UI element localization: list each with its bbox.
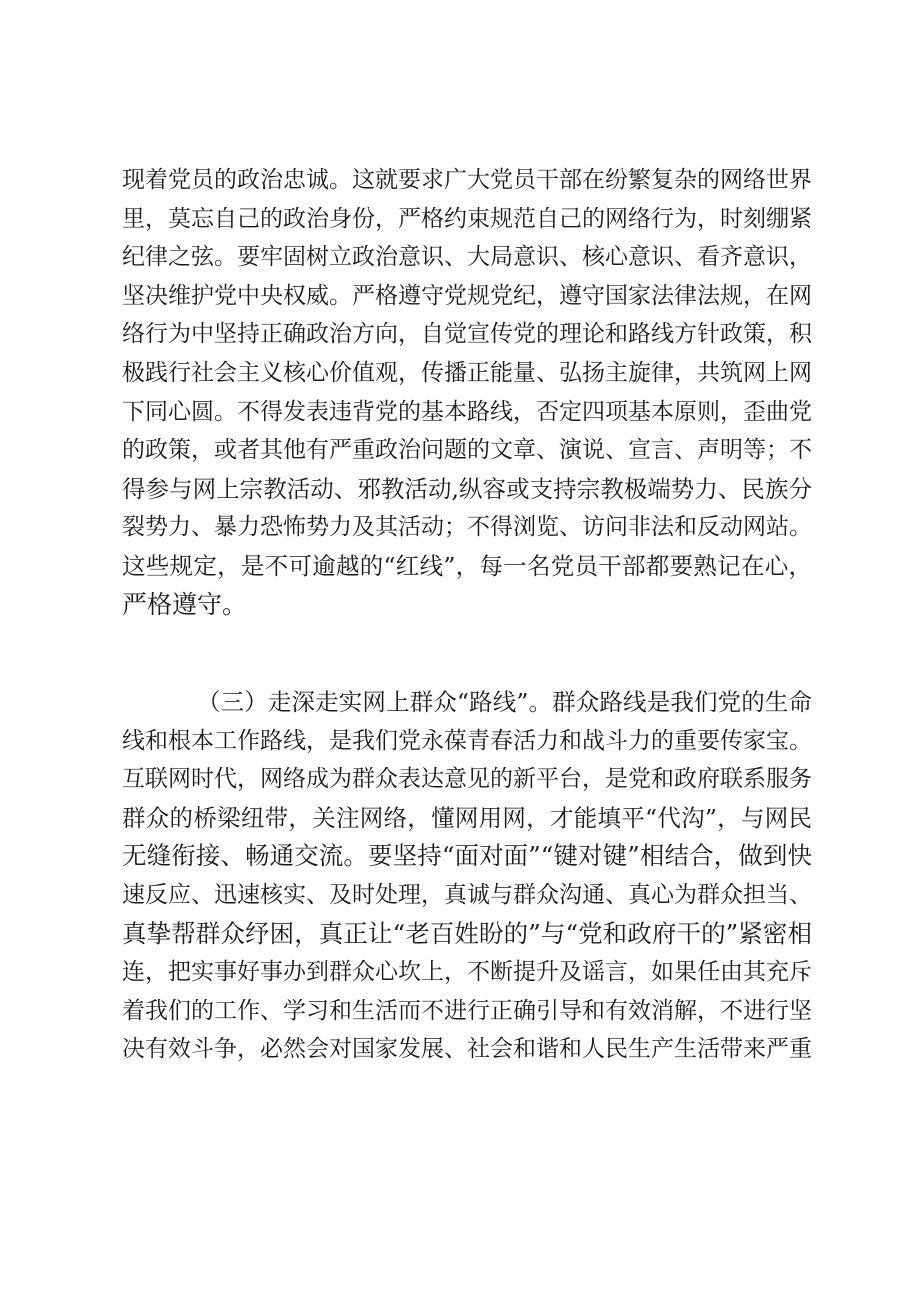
text-line: 真挚帮群众纾困，真正让“老百姓盼的”与“党和政府干的”紧密相: [122, 918, 812, 948]
text-line: 纪律之弦。要牢固树立政治意识、大局意识、核心意识、看齐意识，: [122, 244, 812, 271]
text-line: 连，把实事好事办到群众心坎上，不断提升及谣言，如果任由其充斥: [122, 959, 812, 986]
text-line: 现着党员的政治忠诚。这就要求广大党员干部在纷繁复杂的网络世界: [122, 167, 812, 193]
text-line: 着我们的工作、学习和生活而不进行正确引导和有效消解，不进行坚: [122, 997, 812, 1024]
paragraph-political-loyalty: [122, 161, 812, 624]
text-line: 坚决维护党中央权威。严格遵守党规党纪，遵守国家法律法规，在网: [122, 282, 812, 309]
text-line: 决有效斗争，必然会对国家发展、社会和谐和人民生产生活带来严重: [122, 1036, 812, 1063]
text-line: 严格遵守。: [122, 589, 248, 619]
text-line: 线和根本工作路线，是我们党永葆青春活力和战斗力的重要传家宝。: [122, 727, 812, 754]
text-line: 极践行社会主义核心价值观，传播正能量、弘扬主旋律，共筑网上网: [122, 359, 812, 386]
text-line: 下同心圆。不得发表违背党的基本路线，否定四项基本原则，歪曲党: [122, 398, 812, 425]
text-line: 里，莫忘自己的政治身份，严格约束规范自己的网络行为，时刻绷紧: [122, 205, 812, 232]
text-line: 络行为中坚持正确政治方向，自觉宣传党的理论和路线方针政策，积: [122, 321, 812, 348]
text-line: 这些规定，是不可逾越的“红线”，每一名党员干部都要熟记在心，: [122, 551, 812, 580]
paragraph-mass-line: [122, 683, 812, 1069]
text-line: 群众的桥梁纽带，关注网络，懂网用网，才能填平“代沟”，与网民: [122, 803, 812, 832]
text-line: 无缝衔接、畅通交流。要坚持“面对面”“键对键”相结合，做到快: [122, 841, 812, 871]
text-line: 得参与网上宗教活动、邪教活动,纵容或支持宗教极端势力、民族分: [122, 474, 812, 503]
section-heading-line: （三）走深走实网上群众“路线”。群众路线是我们党的生命: [197, 688, 812, 716]
text-line: 互联网时代，网络成为群众表达意见的新平台，是党和政府联系服务: [122, 766, 812, 793]
text-line: 速反应、迅速核实、及时处理，真诚与群众沟通、真心为群众担当、: [122, 881, 812, 908]
text-line: 的政策，或者其他有严重政治问题的文章、演说、宣言、声明等；不: [122, 437, 812, 464]
text-line: 裂势力、暴力恐怖势力及其活动；不得浏览、访问非法和反动网站。: [122, 514, 812, 541]
